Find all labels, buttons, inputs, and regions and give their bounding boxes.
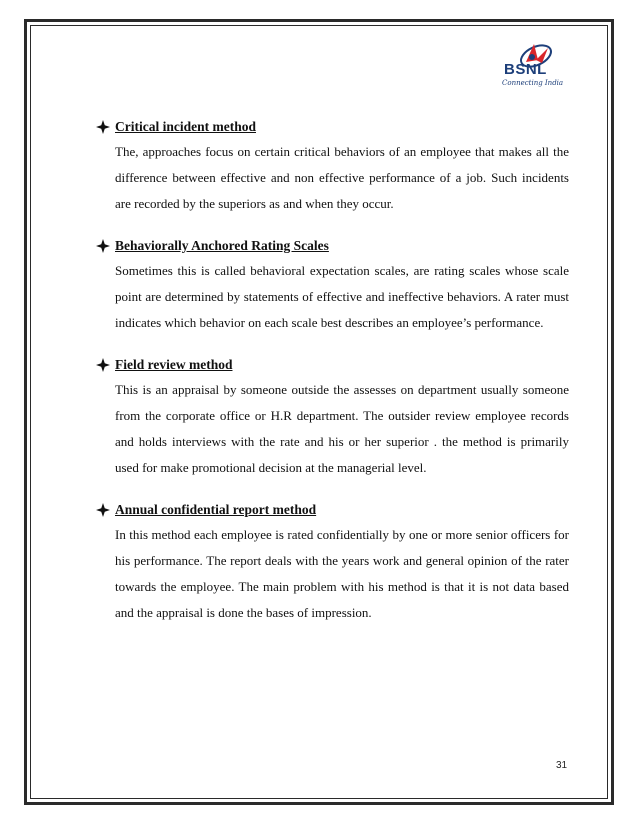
section-field-review [95,353,569,481]
section-heading-text: Annual confidential report method [115,502,317,517]
section-heading [95,498,569,522]
section-heading-text: Behaviorally Anchored Rating Scales [115,238,329,253]
brand-tagline: Connecting India [502,79,564,87]
section-paragraph: This is an appraisal by someone outside the assesses on department usually someone from the corporate office or H.R department. The outsider review employee records and holds interviews with the rate and his or her superior . the method is primarily used for make promotional decision at the managerial level. [115,382,569,475]
section-heading [95,115,569,139]
page-number: 31 [556,760,568,771]
diamond-bullet-icon [95,120,111,134]
section-heading-text: Field review method [115,357,233,372]
diamond-bullet-icon [95,503,111,517]
section-paragraph: Sometimes this is called behavioral expectation scales, are rating scales whose scale point are determined by statements of effective and ineffective behaviors. A rater must indicates which behavior on each scale best describes an employee’s performance. [115,263,569,330]
section-paragraph: In this method each employee is rated confidentially by one or more senior officers for his performance. The report deals with the years work and general opinion of the rater towards the employee. The main problem with his method is that it is not data based and the appraisal is done the bases of impression. [115,527,569,620]
section-heading-text: Critical incident method [115,119,256,134]
brand-name: BSNL [504,61,547,78]
section-annual-confidential [95,498,569,626]
section-heading [95,234,569,258]
section-bars [95,234,569,336]
section-heading [95,353,569,377]
section-paragraph: The, approaches focus on certain critical behaviors of an employee that makes all the difference between effective and non effective performance of a job. Such incidents are recorded by the superiors as and when they occur. [115,144,569,211]
page-content [95,115,569,643]
diamond-bullet-icon [95,239,111,253]
diamond-bullet-icon [95,358,111,372]
section-critical-incident [95,115,569,217]
